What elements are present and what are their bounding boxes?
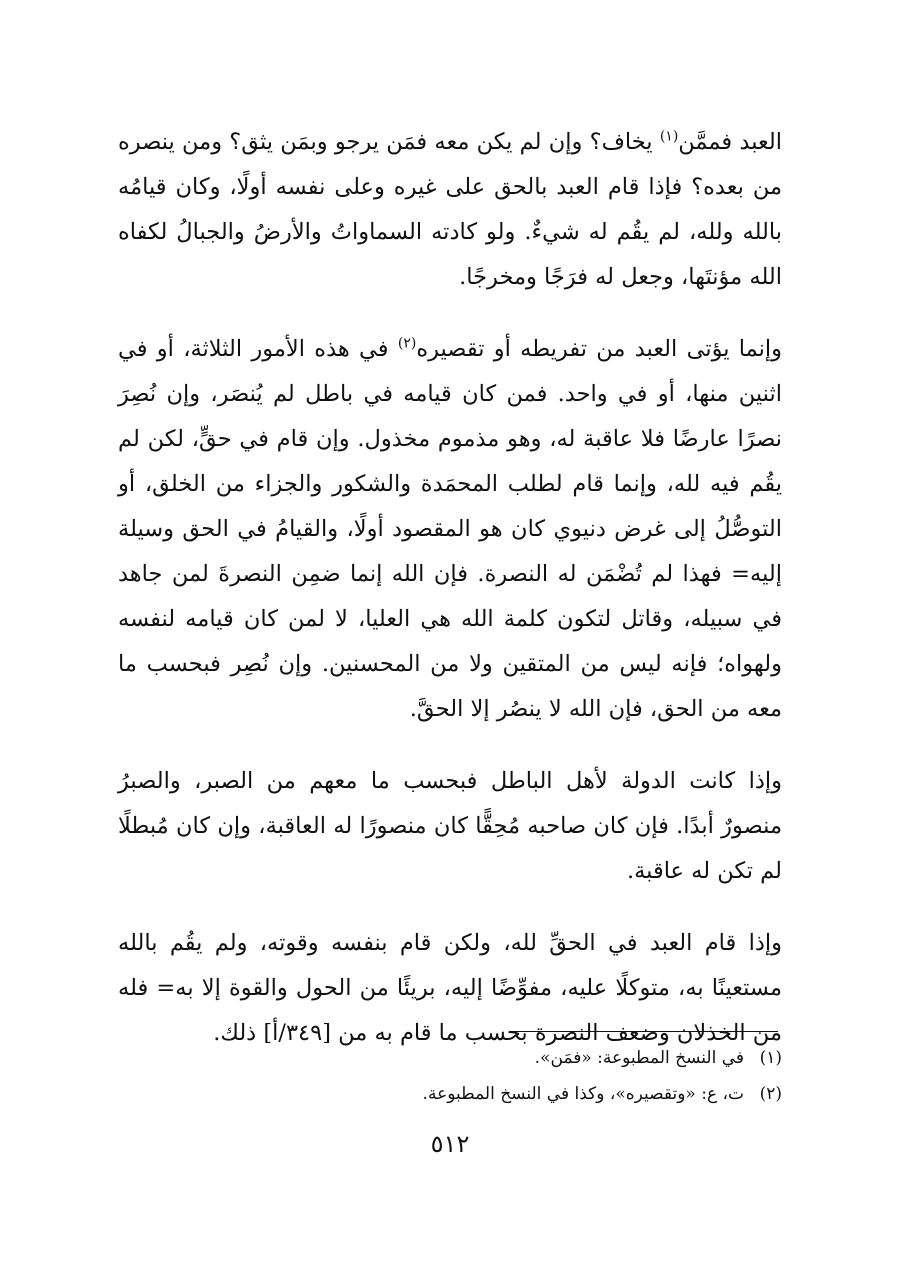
footnote-1-number: (١) xyxy=(759,1048,782,1068)
page-number: ٥١٢ xyxy=(430,1130,470,1158)
paragraph-1-text-start: العبد فممَّن xyxy=(678,129,782,155)
footnote-ref-1: (١) xyxy=(659,128,679,145)
paragraph-4: وإذا قام العبد في الحقِّ لله، ولكن قام بنفسه وقوته، ولم يقُم بالله مستعينًا به، متوكلًا عليه، مفوِّضًا إليه، بريئًا من الحول والقوة إلا به= فله من الخذلان وضعف النصرة بحسب ما قام به من [٣٤٩/أ] ذلك. xyxy=(118,930,782,1046)
footnote-1 xyxy=(118,1040,782,1076)
paragraph-3: وإذا كانت الدولة لأهل الباطل فبحسب ما معهم من الصبر، والصبرُ منصورٌ أبدًا. فإن كان صاحبه مُحِقًّا كان منصورًا له العاقبة، وإن كان مُبطلًا لم تكن له عاقبة. xyxy=(118,768,782,884)
footnote-1-text: في النسخ المطبوعة: «فمَن». xyxy=(534,1048,744,1068)
paragraph-2-text-end: في هذه الأمور الثلاثة، أو في اثنين منها، أو في واحد. فمن كان قيامه في باطل لم يُنصَر، وإن نُصِرَ نصرًا عارضًا فلا عاقبة له، وهو مذموم مخذول. وإن قام في حقٍّ، لكن لم يقُم فيه لله، وإنما قام لطلب المحمَدة والشكور والجزاء من الخلق، أو التوصُّلُ إلى غرض دنيوي كان هو المقصود أولًا، والقيامُ في الحق وسيلة إليه= فهذا لم تُضْمَن له النصرة. فإن الله إنما ضمِن النصرةَ لمن جاهد في سبيله، وقاتل لتكون كلمة الله هي العليا، لا لمن كان قيامه لنفسه ولهواه؛ فإنه ليس من المتقين ولا من المحسنين. وإن نُصِر فبحسب ما معه من الحق، فإن الله لا ينصُر إلا الحقَّ. xyxy=(118,336,782,722)
footnotes xyxy=(118,1040,782,1112)
footnote-2-text: ت، ع: «وتقصيره»، وكذا في النسخ المطبوعة. xyxy=(422,1084,744,1104)
paragraph-2 xyxy=(118,327,782,732)
footnote-2 xyxy=(118,1076,782,1112)
main-text xyxy=(118,120,782,1083)
paragraph-1-text-end: يخاف؟ وإن لم يكن معه فمَن يرجو وبمَن يثق؟ ومن ينصره من بعده؟ فإذا قام العبد بالحق على غيره وعلى نفسه أولًا، وكان قيامُه بالله ولله، لم يقُم له شيءٌ. ولو كادته السماواتُ والأرضُ والجبالُ لكفاه الله مؤنتَها، وجعل له فرَجًا ومخرجًا. xyxy=(118,129,782,290)
footnote-2-number: (٢) xyxy=(759,1084,782,1104)
footnote-separator xyxy=(510,1031,778,1032)
footnote-ref-2: (٢) xyxy=(397,335,417,352)
paragraph-2-text-start: وإنما يؤتى العبد من تفريطه أو تقصيره xyxy=(416,336,783,362)
paragraph-1 xyxy=(118,120,782,300)
